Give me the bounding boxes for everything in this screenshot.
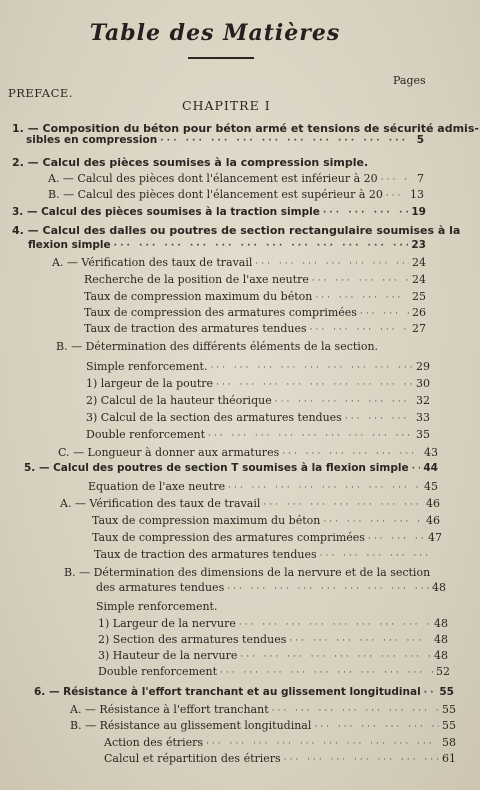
- toc-entry-4-line-1: 4. — Calcul des dalles ou poutres de section rectangulaire soumises à la: [12, 224, 461, 237]
- toc-entry-4b: B. — Détermination des différents éléments de la section.: [56, 340, 379, 353]
- toc-entry-6b-2: Calcul et répartition des étriers ··· · 61: [104, 752, 456, 767]
- toc-entry-5b-simple: Simple renforcement.: [96, 600, 218, 613]
- toc-entry-6b: B. — Résistance au glissement longitudinal ··· · 55: [70, 719, 456, 734]
- toc-entry-4b-1: 1) largeur de la poutre ··· · 30: [86, 377, 430, 392]
- chapter-heading: CHAPITRE I: [182, 98, 271, 113]
- toc-entry-5a: A. — Vérification des taux de travail ··· · 46: [60, 497, 440, 512]
- toc-entry-4a-4: Taux de traction des armatures tendues ··· · 27: [84, 322, 426, 337]
- toc-entry-4b-3: 3) Calcul de la section des armatures tendues ··· · 33: [86, 411, 430, 426]
- toc-entry-5b-1: 1) Largeur de la nervure ··· · 48: [98, 617, 448, 632]
- toc-entry-4a-1: Recherche de la position de l'axe neutre ··· · 24: [84, 273, 426, 288]
- toc-entry-6b-1: Action des étriers ··· · 58: [104, 736, 456, 751]
- toc-entry-4b-simple: Simple renforcement. ··· · 29: [86, 360, 430, 375]
- toc-entry-6: 6. — Résistance à l'effort tranchant et au glissement longitudinal ··· · 55: [34, 686, 454, 700]
- toc-entry-4-line-2: flexion simple ··· · 23: [28, 239, 426, 253]
- toc-entry-4a-2: Taux de compression maximum du béton ··· · 25: [84, 290, 426, 305]
- toc-entry-1-line-2: sibles en compression ··· · 5: [26, 134, 424, 148]
- toc-entry-5-axis: Equation de l'axe neutre ··· · 45: [88, 480, 438, 495]
- preface-heading: PREFACE.: [8, 86, 73, 100]
- toc-entry-5b-line-2: des armatures tendues ··· · 48: [96, 581, 446, 596]
- toc-entry-5a-3: Taux de traction des armatures tendues ··· ·: [94, 548, 442, 563]
- toc-entry-1-line-1: 1. — Composition du béton pour béton armé et tensions de sécurité admis-: [12, 122, 479, 135]
- toc-entry-5b-3: 3) Hauteur de la nervure ··· · 48: [98, 649, 448, 664]
- toc-entry-4a-3: Taux de compression des armatures comprimées ··· · 26: [84, 306, 426, 321]
- toc-entry-2a: A. — Calcul des pièces dont l'élancement est inférieur à 20 ··· · 7: [48, 172, 424, 187]
- toc-entry-5b-line-1: B. — Détermination des dimensions de la nervure et de la section: [64, 566, 431, 579]
- toc-entry-5a-2: Taux de compression des armatures comprimées ··· · 47: [92, 531, 442, 546]
- toc-entry-5a-1: Taux de compression maximum du béton ··· · 46: [92, 514, 440, 529]
- title-underline: [188, 57, 254, 59]
- pages-column-label: Pages: [393, 74, 426, 87]
- toc-entry-6a: A. — Résistance à l'effort tranchant ··· · 55: [70, 703, 456, 718]
- page-title: Table des Matières: [89, 20, 341, 46]
- toc-entry-5b-2: 2) Section des armatures tendues ··· · 48: [98, 633, 448, 648]
- toc-entry-3: 3. — Calcul des pièces soumises à la traction simple ··· · 19: [12, 206, 426, 220]
- toc-entry-4c: C. — Longueur à donner aux armatures ··· · 43: [58, 446, 438, 461]
- toc-entry-5b-double: Double renforcement ··· · 52: [98, 665, 450, 680]
- toc-entry-2b: B. — Calcul des pièces dont l'élancement est supérieur à 20 ··· · 13: [48, 188, 424, 203]
- toc-entry-4a: A. — Vérification des taux de travail ··· · 24: [52, 256, 426, 271]
- toc-entry-5: 5. — Calcul des poutres de section T soumises à la flexion simple ··· · 44: [24, 462, 438, 476]
- toc-entry-4b-double: Double renforcement ··· · 35: [86, 428, 430, 443]
- toc-entry-2: 2. — Calcul des pièces soumises à la compression simple.: [12, 156, 369, 169]
- toc-entry-4b-2: 2) Calcul de la hauteur théorique ··· · 32: [86, 394, 430, 409]
